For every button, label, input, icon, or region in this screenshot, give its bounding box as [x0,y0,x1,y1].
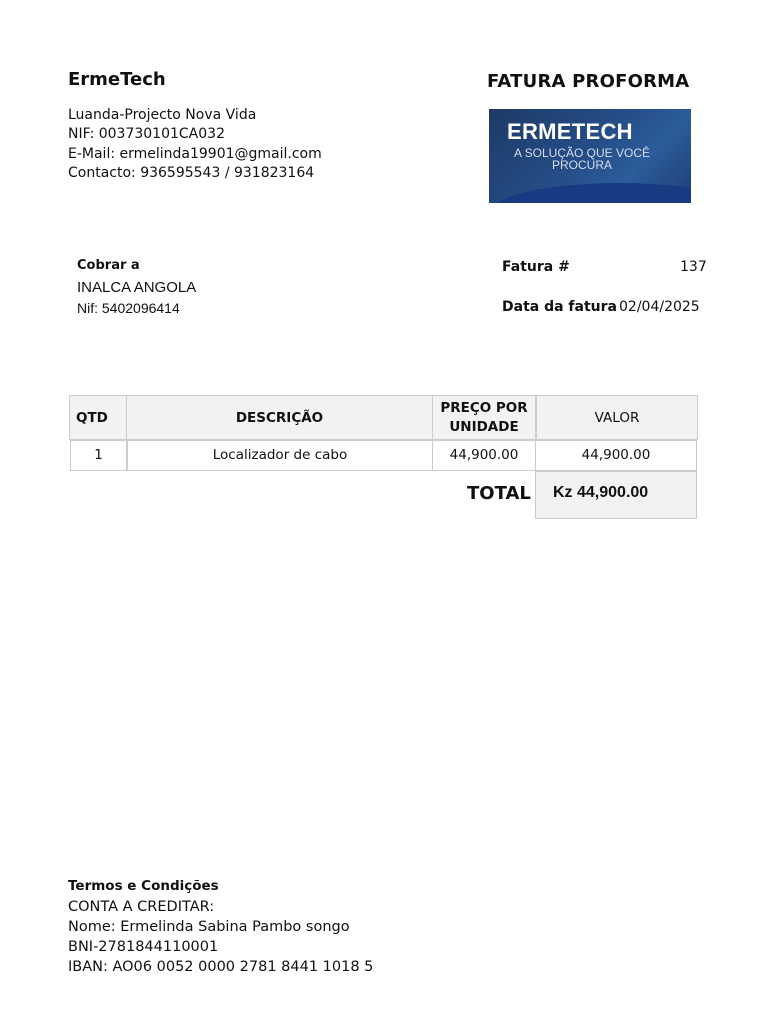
header-description: DESCRIÇÃO [126,395,433,440]
terms-line-name: Nome: Ermelinda Sabina Pambo songo [68,919,350,935]
bill-to-label: Cobrar a [77,258,140,273]
invoice-date-label: Data da fatura [502,299,617,315]
document-title: FATURA PROFORMA [487,71,690,92]
terms-line-account-label: CONTA A CREDITAR: [68,899,215,915]
company-address: Luanda-Projecto Nova Vida [68,107,257,123]
total-label: TOTAL [467,483,531,504]
company-logo [489,109,691,203]
header-unit-price: PREÇO POR UNIDADE [432,395,536,440]
terms-title: Termos e Condições [68,878,219,894]
row-amount: 44,900.00 [535,440,697,471]
terms-lines [68,897,373,977]
company-name: ErmeTech [68,69,166,90]
header-amount: VALOR [536,395,698,440]
company-contact: Contacto: 936595543 / 931823164 [68,164,315,181]
invoice-number-label: Fatura # [502,259,570,275]
terms-line-iban: IBAN: AO06 0052 0000 2781 8441 1018 5 [68,959,374,975]
logo-hill-shape [489,183,691,203]
row-description: Localizador de cabo [127,440,433,471]
invoice-date: 02/04/2025 [619,299,700,315]
row-qty: 1 [70,440,127,471]
logo-main-text: ERMETECH [507,119,633,144]
header-qty: QTD [69,395,127,440]
bill-to-nif: Nif: 5402096414 [77,300,180,316]
logo-tagline: A SOLUÇÃO QUE VOCÊ PROCURA [513,146,651,172]
invoice-number: 137 [680,259,707,275]
terms-line-bni: BNI-2781844110001 [68,939,219,955]
bill-to-name: INALCA ANGOLA [77,279,197,296]
company-nif: NIF: 003730101CA032 [68,126,225,143]
company-email: E-Mail: ermelinda19901@gmail.com [68,145,322,162]
row-unit-price: 44,900.00 [432,440,536,471]
total-value: Kz 44,900.00 [553,484,649,501]
company-info [68,106,322,183]
